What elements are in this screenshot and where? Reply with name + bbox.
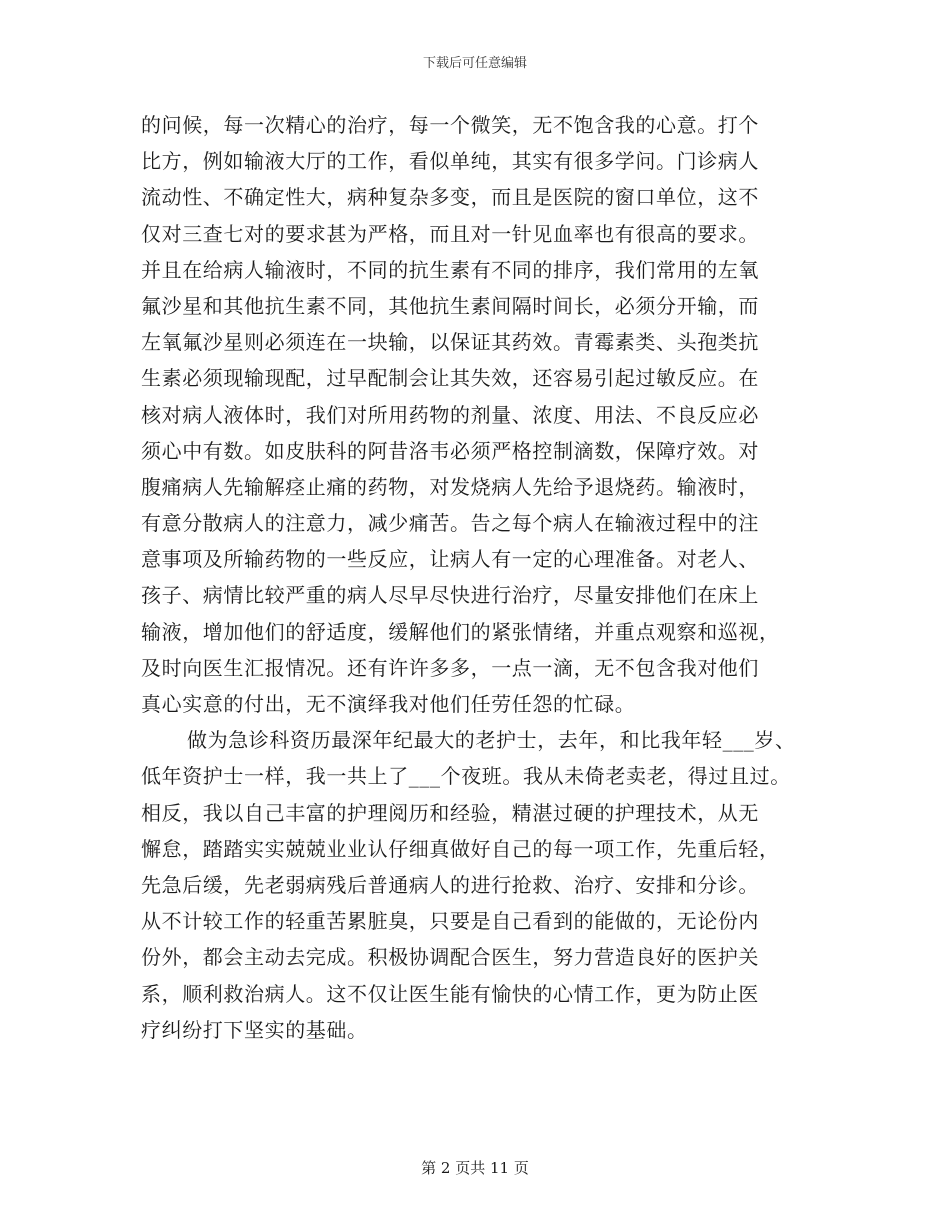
text-line: 疗纠纷打下坚实的基础。 bbox=[141, 1017, 368, 1042]
text-line: 输液，增加他们的舒适度，缓解他们的紧张情绪，并重点观察和巡视， bbox=[141, 619, 780, 644]
text-line: 低年资护士一样，我一共上了___个夜班。我从未倚老卖老，得过且过。 bbox=[141, 764, 791, 789]
text-line: 仅对三查七对的要求甚为严格，而且对一针见血率也有很高的要求。 bbox=[141, 221, 759, 246]
text-line: 及时向医生汇报情况。还有许许多多，一点一滴，无不包含我对他们 bbox=[141, 655, 759, 680]
text-line: 真心实意的付出，无不演绎我对他们任劳任怨的忙碌。 bbox=[141, 692, 636, 716]
text-line: 有意分散病人的注意力，减少痛苦。告之每个病人在输液过程中的注 bbox=[141, 511, 759, 536]
text-line: 相反，我以自己丰富的护理阅历和经验，精湛过硬的护理技术，从无 bbox=[141, 800, 759, 825]
text-line: 氟沙星和其他抗生素不同，其他抗生素间隔时间长，必须分开输，而 bbox=[141, 293, 759, 318]
text-line: 的问候，每一次精心的治疗，每一个微笑，无不饱含我的心意。打个 bbox=[141, 113, 759, 137]
text-line: 系，顺利救治病人。这不仅让医生能有愉快的心情工作，更为防止医 bbox=[141, 981, 759, 1006]
paragraph-start-line: 做为急诊科资历最深年纪最大的老护士，去年，和比我年轻___岁、 bbox=[187, 728, 796, 753]
text-line: 从不计较工作的轻重苦累脏臭，只要是自己看到的能做的，无论份内 bbox=[141, 909, 759, 934]
text-line: 比方，例如输液大厅的工作，看似单纯，其实有很多学问。门诊病人 bbox=[141, 149, 759, 174]
page-number: 第 2 页共 11 页 bbox=[421, 1159, 529, 1177]
text-line: 左氧氟沙星则必须连在一块输，以保证其药效。青霉素类、头孢类抗 bbox=[141, 330, 759, 355]
text-line: 流动性、不确定性大，病种复杂多变，而且是医院的窗口单位，这不 bbox=[141, 185, 759, 210]
text-line: 懈怠，踏踏实实兢兢业业认仔细真做好自己的每一项工作，先重后轻， bbox=[141, 836, 780, 861]
document-body bbox=[141, 107, 801, 1048]
text-line: 生素必须现输现配，过早配制会让其失效，还容易引起过敏反应。在 bbox=[141, 366, 759, 391]
text-line: 腹痛病人先输解痉止痛的药物，对发烧病人先给予退烧药。输液时， bbox=[141, 474, 759, 499]
text-line: 意事项及所输药物的一些反应，让病人有一定的心理准备。对老人、 bbox=[141, 547, 759, 572]
text-line: 核对病人液体时，我们对所用药物的剂量、浓度、用法、不良反应必 bbox=[141, 402, 759, 427]
page-header-note: 下载后可任意编辑 bbox=[422, 56, 527, 71]
text-line: 并且在给病人输液时，不同的抗生素有不同的排序，我们常用的左氧 bbox=[141, 257, 759, 282]
text-line: 孩子、病情比较严重的病人尽早尽快进行治疗，尽量安排他们在床上 bbox=[141, 583, 759, 608]
text-line: 须心中有数。如皮肤科的阿昔洛韦必须严格控制滴数，保障疗效。对 bbox=[141, 438, 759, 463]
text-line: 份外，都会主动去完成。积极协调配合医生，努力营造良好的医护关 bbox=[141, 945, 759, 970]
text-line: 先急后缓，先老弱病残后普通病人的进行抢救、治疗、安排和分诊。 bbox=[141, 872, 759, 897]
